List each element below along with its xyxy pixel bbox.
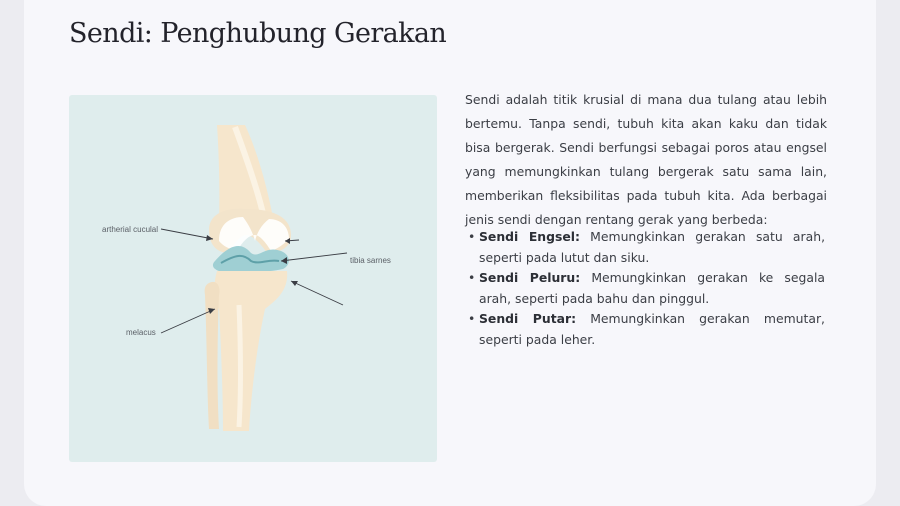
tibia-bone [214,271,287,431]
label-melacus: melacus [126,328,156,337]
slide-title: Sendi: Penghubung Gerakan [69,18,447,49]
fibula-bone [205,282,220,429]
list-item-text: Memungkinkan gerakan ke segala arah, seperti pada bahu dan pinggul. [479,270,825,306]
knee-joint-diagram [69,95,437,462]
femur-bone [217,125,274,223]
list-item [465,268,825,309]
joint-types-list [465,227,825,350]
list-item [465,227,825,268]
slide [24,0,876,506]
list-item-term: Sendi Putar: [479,311,577,326]
label-artherial-cuculal: artherial cuculal [102,225,159,234]
intro-paragraph: Sendi adalah titik krusial di mana dua tulang atau lebih bertemu. Tanpa sendi, tubuh kita akan kaku dan tidak bisa bergerak. Sendi berfungsi sebagai poros atau engsel yang memungkinkan tulang bergerak satu sama lain, memberikan fleksibilitas pada tubuh kita. Ada berbagai jenis sendi dengan rentang gerak yang berbeda: [465,92,827,227]
list-item [465,309,825,350]
list-item-term: Sendi Peluru: [479,270,581,285]
list-item-term: Sendi Engsel: [479,229,580,244]
list-item-text: Memungkinkan gerakan satu arah, seperti pada lutut dan siku. [479,229,826,265]
list-item-text: Memungkinkan gerakan memutar, seperti pada leher. [479,311,825,347]
label-tibia-sarnes: tibia sarnes [350,256,391,265]
knee-joint-illustration [69,95,437,462]
